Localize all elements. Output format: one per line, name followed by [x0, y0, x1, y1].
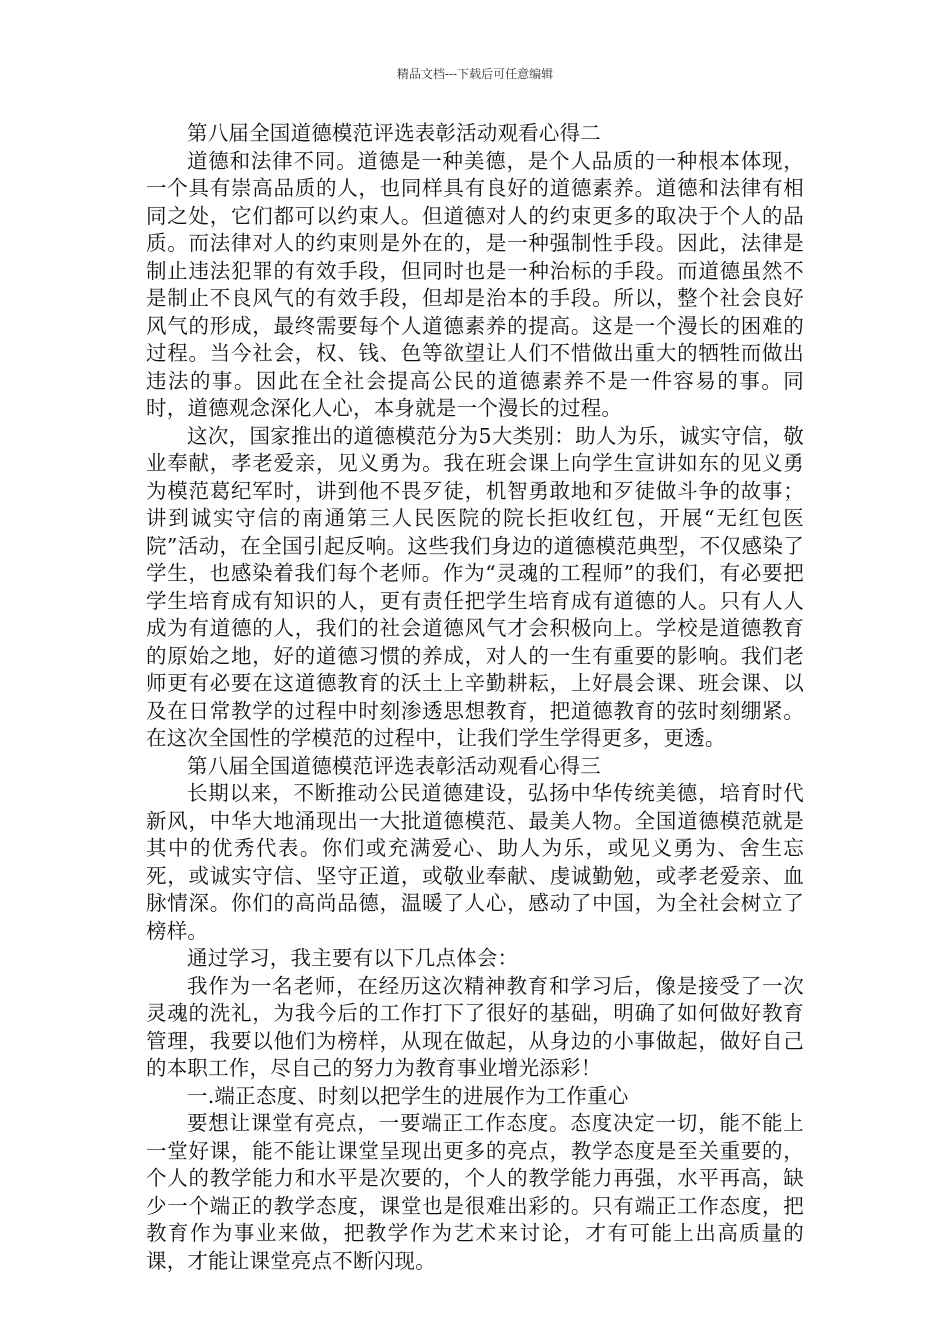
document-body	[146, 120, 804, 1275]
paragraph: 长期以来，不断推动公民道德建设，弘扬中华传统美德，培育时代新风，中华大地涌现出一大批道德模范、最美人物。全国道德模范就是其中的优秀代表。你们或充满爱心、助人为乐，或见义勇为、舍生忘死，或诚实守信、坚守正道，或敬业奉献、虔诚勤勉，或孝老爱亲、血脉情深。你们的高尚品德，温暖了人心，感动了中国，为全社会树立了榜样。	[146, 781, 804, 943]
paragraph: 道德和法律不同。道德是一种美德，是个人品质的一种根本体现，一个具有崇高品质的人，也同样具有良好的道德素养。道德和法律有相同之处，它们都可以约束人。但道德对人的约束更多的取决于个人的品质。而法律对人的约束则是外在的，是一种强制性手段。因此，法律是制止违法犯罪的有效手段，但同时也是一种治标的手段。而道德虽然不是制止不良风气的有效手段，但却是治本的手段。所以，整个社会良好风气的形成，最终需要每个人道德素养的提高。这是一个漫长的困难的过程。当今社会，权、钱、色等欲望让人们不惜做出重大的牺牲而做出违法的事。因此在全社会提高公民的道德素养不是一件容易的事。同时，道德观念深化人心，本身就是一个漫长的过程。	[146, 148, 804, 420]
section-title-2: 第八届全国道德模范评选表彰活动观看心得二	[187, 121, 601, 145]
subsection-title-1: 一.端正态度、时刻以把学生的进展作为工作重心	[187, 1083, 629, 1108]
page-header: 精品文档---下载后可任意编辑	[396, 67, 554, 81]
paragraph: 通过学习，我主要有以下几点体会：	[187, 946, 519, 970]
section-title-3: 第八届全国道德模范评选表彰活动观看心得三	[187, 753, 601, 778]
paragraph: 这次，国家推出的道德模范分为5大类别：助人为乐，诚实守信，敬业奉献，孝老爱亲，见义勇为。我在班会课上向学生宣讲如东的见义勇为模范葛纪军时，讲到他不畏歹徒，机智勇敢地和歹徒做斗争的故事；讲到诚实守信的南通第三人民医院的院长拒收红包，开展“无红包医院”活动，在全国引起反响。这些我们身边的道德模范典型，不仅感染了学生，也感染着我们每个老师。作为“灵魂的工程师”的我们，有必要把学生培育成有知识的人，更有责任把学生培育成有道德的人。只有人人成为有道德的人，我们的社会道德风气才会积极向上。学校是道德教育的原始之地，好的道德习惯的养成，对人的一生有重要的影响。我们老师更有必要在这道德教育的沃土上辛勤耕耘，上好晨会课、班会课、以及在日常教学的过程中时刻渗透思想教育，把道德教育的弦时刻绷紧。在这次全国性的学模范的过程中，让我们学生学得更多，更透。	[146, 423, 804, 750]
paragraph: 我作为一名老师，在经历这次精神教育和学习后，像是接受了一次灵魂的洗礼，为我今后的工作打下了很好的基础，明确了如何做好教育管理，我要以他们为榜样，从现在做起，从身边的小事做起，做好自己的本职工作，尽自己的努力为教育事业增光添彩！	[146, 973, 804, 1080]
paragraph: 要想让课堂有亮点，一要端正工作态度。态度决定一切，能不能上一堂好课，能不能让课堂呈现出更多的亮点，教学态度是至关重要的，个人的教学能力和水平是次要的，个人的教学能力再强，水平再高，缺少一个端正的教学态度，课堂也是很难出彩的。只有端正工作态度，把教育作为事业来做，把教学作为艺术来讨论，才有可能上出高质量的课，才能让课堂亮点不断闪现。	[146, 1111, 804, 1273]
